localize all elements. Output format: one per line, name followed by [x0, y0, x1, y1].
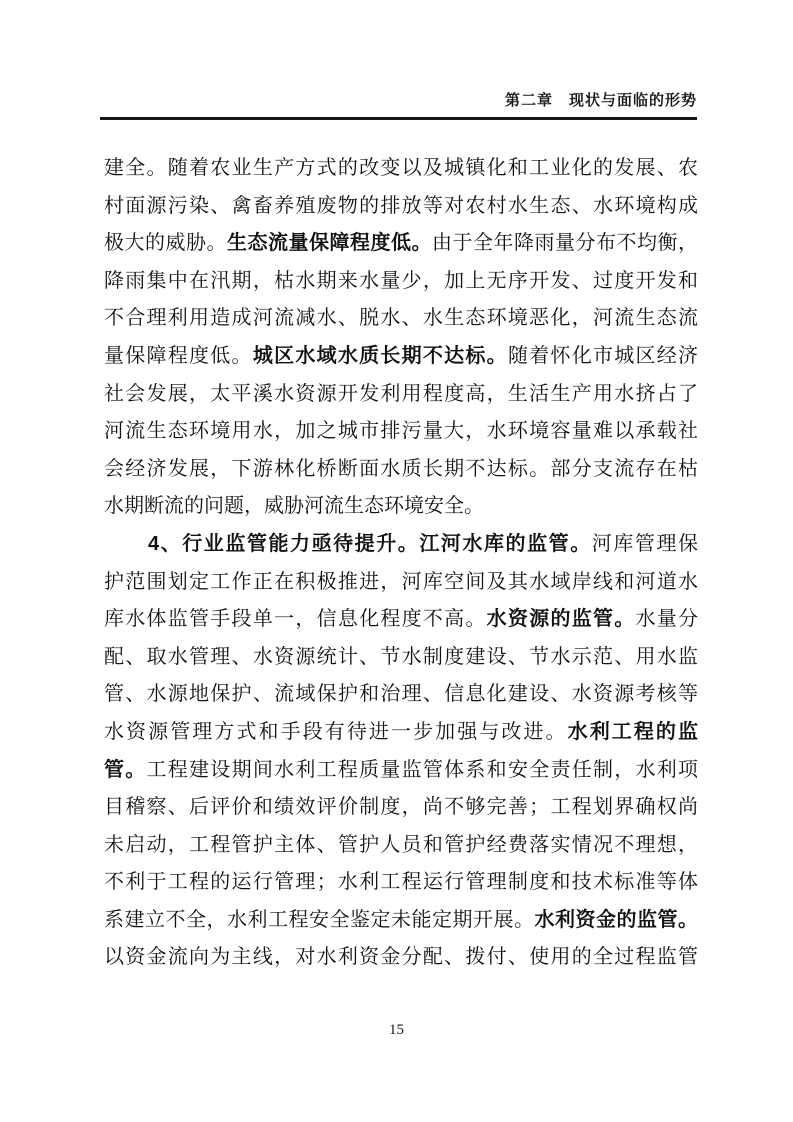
paragraph [104, 526, 698, 977]
text-line [104, 300, 698, 338]
text-line [104, 639, 698, 677]
chapter-heading: 第二章 现状与面临的形势 [504, 92, 697, 109]
text-line [104, 451, 698, 489]
bold-text-run: 生态流量保障程度低。 [227, 232, 432, 255]
text-run: 不合理利用造成河流减水、脱水、水生态环境恶化，河流生态流 [104, 307, 698, 330]
text-run: 水资源管理方式和手段有待进一步加强与改进。 [104, 720, 568, 743]
text-run: 社会发展，太平溪水资源开发利用程度高，生活生产用水挤占了 [104, 382, 698, 405]
text-line [104, 263, 698, 301]
text-run: 由于全年降雨量分布不均衡， [432, 232, 698, 255]
text-run: 随着怀化市城区经济 [507, 344, 698, 367]
bold-text-run: 水利工程的监 [567, 720, 698, 743]
text-line [104, 488, 698, 526]
bold-text-run: 管。 [104, 758, 147, 781]
text-line [104, 752, 698, 790]
document-body [104, 150, 698, 977]
text-run: 配、取水管理、水资源统计、节水制度建设、节水示范、用水监 [104, 645, 698, 668]
text-run: 村面源污染、禽畜养殖废物的排放等对农村水生态、水环境构成 [104, 194, 698, 217]
text-run: 会经济发展，下游林化桥断面水质长期不达标。部分支流存在枯 [104, 457, 698, 480]
text-line [104, 676, 698, 714]
text-line [104, 376, 698, 414]
bold-text-run: 城区水域水质长期不达标。 [252, 344, 508, 367]
text-line [104, 827, 698, 865]
text-line [104, 526, 698, 564]
page-number: 15 [389, 1022, 404, 1038]
text-run: 水量分 [635, 608, 698, 631]
text-line [104, 413, 698, 451]
text-run: 降雨集中在汛期，枯水期来水量少，加上无序开发、过度开发和 [104, 269, 698, 292]
text-line [104, 188, 698, 226]
text-line [104, 789, 698, 827]
paragraph [104, 150, 698, 526]
text-line [104, 864, 698, 902]
bold-text-run: 水利资金的监管。 [534, 908, 698, 931]
text-run: 管、水源地保护、流域保护和治理、信息化建设、水资源考核等 [104, 683, 698, 706]
text-run: 河库管理保 [591, 532, 698, 555]
text-line [104, 225, 698, 263]
text-line [104, 714, 698, 752]
text-line [104, 939, 698, 977]
text-run: 目稽察、后评价和绩效评价制度，尚不够完善；工程划界确权尚 [104, 796, 698, 819]
text-run: 工程建设期间水利工程质量监管体系和安全责任制，水利项 [146, 758, 698, 781]
text-run: 极大的威胁。 [104, 232, 227, 255]
text-line [104, 564, 698, 602]
text-run: 不利于工程的运行管理；水利工程运行管理制度和技术标准等体 [104, 871, 698, 894]
text-line [104, 601, 698, 639]
text-line [104, 338, 698, 376]
page-header [100, 89, 697, 110]
bold-text-run: 4、行业监管能力亟待提升。江河水库的监管。 [148, 532, 592, 555]
text-run: 未启动，工程管护主体、管护人员和管护经费落实情况不理想， [104, 833, 698, 856]
text-run: 水期断流的问题，威胁河流生态环境安全。 [104, 495, 484, 518]
text-run: 库水体监管手段单一，信息化程度不高。 [104, 608, 487, 631]
text-line [104, 902, 698, 940]
text-run: 建全。随着农业生产方式的改变以及城镇化和工业化的发展、农 [104, 157, 698, 179]
text-line [104, 150, 698, 188]
bold-text-run: 水资源的监管。 [486, 608, 636, 631]
header-rule [100, 117, 697, 120]
text-run: 护范围划定工作正在积极推进，河库空间及其水域岸线和河道水 [104, 570, 698, 593]
text-run: 河流生态环境用水，加之城市排污量大，水环境容量难以承载社 [104, 420, 698, 443]
text-run: 系建立不全，水利工程安全鉴定未能定期开展。 [104, 908, 535, 931]
text-run: 量保障程度低。 [104, 344, 253, 367]
text-run: 以资金流向为主线，对水利资金分配、拨付、使用的全过程监管 [104, 946, 698, 969]
